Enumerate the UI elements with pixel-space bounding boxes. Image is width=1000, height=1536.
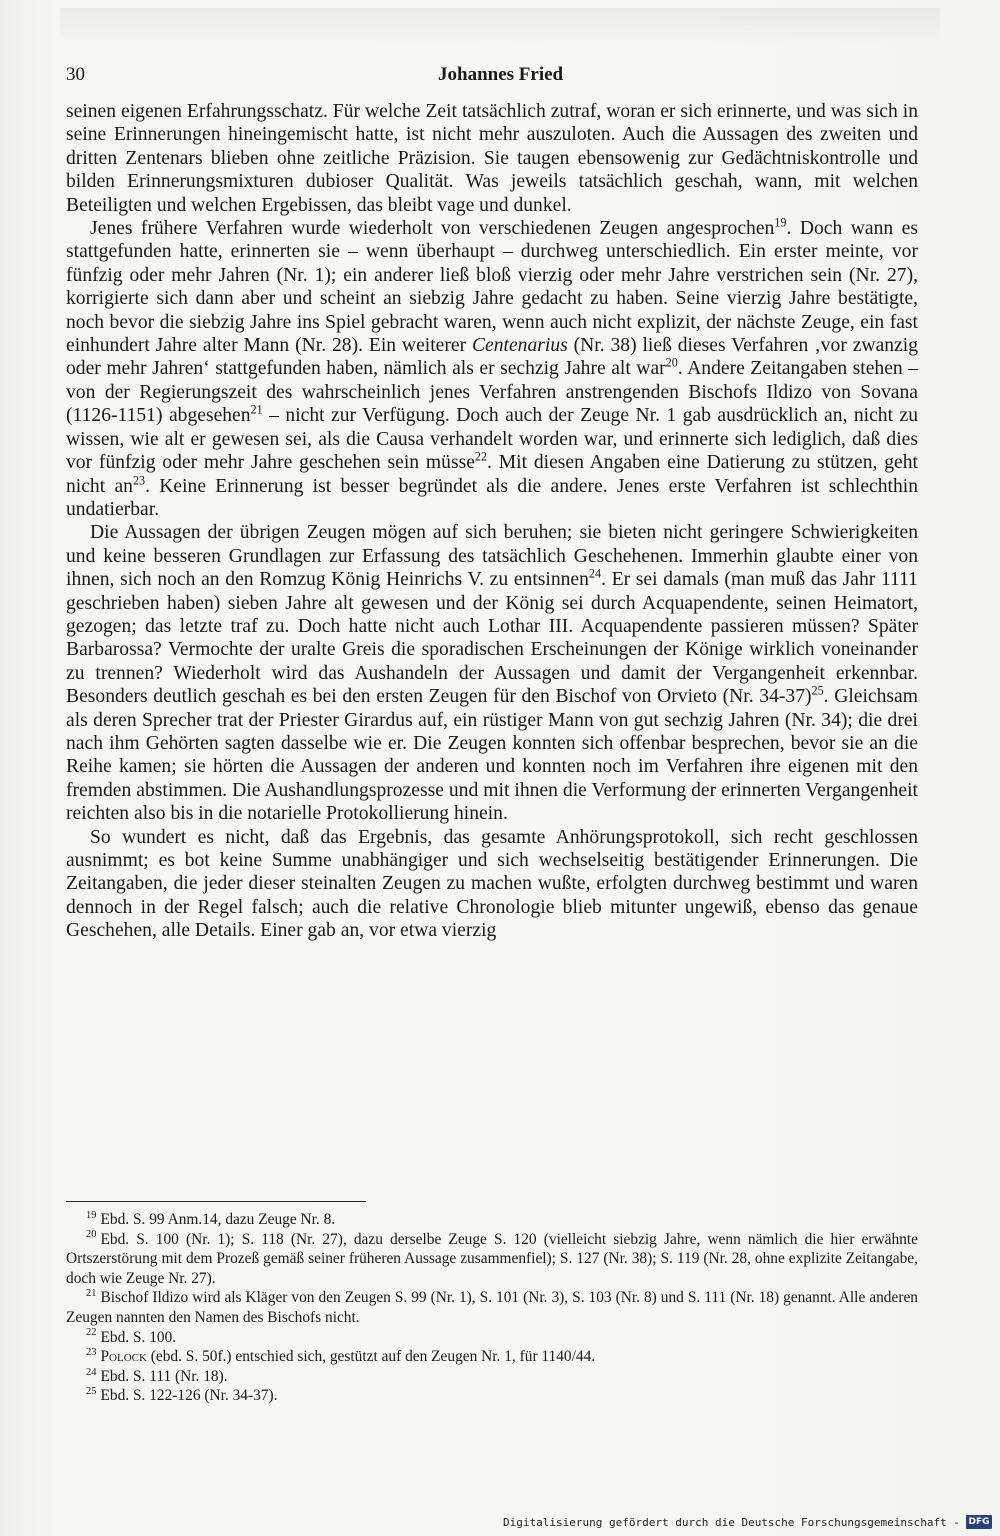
text-run: seinen eigenen Erfahrungsschatz. Für welche Zeit tatsächlich zutraf, woran er sich erinnerte, und was sich in seine Erinnerungen hineingemischt hatte, ist nicht mehr auszuloten. Auch die Aussagen des zweiten und dritten Zentenars blieben ohne zeitliche Präzision. Sie taugen ebensowenig zur Gedächtniskontrolle und bilden Erinnerungsmixturen dubioser Qualität. Was jeweils tatsächlich geschah, wann, mit welchen Beteiligten und welchen Ergebissen, das bleibt vage und dunkel. (66, 101, 918, 216)
footnote-number: 23 (86, 1347, 97, 1359)
text-run: Ebd. S. 99 Anm.14, dazu Zeuge Nr. 8. (100, 1211, 336, 1228)
footnote-number: 21 (86, 1288, 97, 1300)
footnote-number: 22 (86, 1327, 97, 1339)
footnote (66, 1328, 918, 1348)
footnote (66, 1210, 918, 1230)
footnote (66, 1288, 918, 1327)
scan-shadow (60, 8, 940, 44)
text-run: (ebd. S. 50f.) entschied sich, gestützt auf den Zeugen Nr. 1, für 1140/44. (146, 1348, 596, 1366)
text-run: . Andere Zeitangaben stehen – von der Regierungszeit des wahrscheinlich jenes Verfahren anstrengenden Bischofs Ildizo von Sovana (1126-1151) abgesehen (66, 358, 918, 427)
text-run: . Gleichsam als deren Sprecher trat der Priester Girardus auf, ein rüstiger Mann von gut sechzig Jahren (Nr. 34); die drei nach ihm Gehörten sagten dasselbe wie er. Die Zeugen konnten sich offenbar besprechen, bevor sie an die Reihe kamen; sie hörten die Aussagen der anderen und konnten noch im Verfahren ihre eigenen mit den fremden abstimmen. Die Aushandlungsprozesse und mit ihnen die Verformung der erinnerten Vergangenheit reichten also bis in die notarielle Protokollierung hinein. (66, 686, 918, 825)
footer-credit: Digitalisierung gefördert durch die Deutsche Forschungsgemeinschaft - (503, 1515, 960, 1529)
text-run: . Keine Erinnerung ist besser begründet als die andere. Jenes erste Verfahren ist schlechthin undatierbar. (66, 475, 918, 520)
footnote (66, 1230, 918, 1289)
text-run: . Er sei damals (man muß das Jahr 1111 geschrieben haben) sieben Jahre alt gewesen und der König sei durch Acquapendente, seinen Heimatort, gezogen; das letzte traf zu. Doch hatte nicht auch Lothar III. Acquapendente passieren müssen? Später Barbarossa? Vermochte der uralte Greis die sporadischen Erscheinungen der Könige wirklich voneinander zu trennen? Wiederholt wird das Aushandeln der Aussagen und damit der Vergangenheit erkennbar. Besonders deutlich geschah es bei den ersten Zeugen für den Bischof von Orvieto (Nr. 34-37) (66, 569, 918, 708)
page-number: 30 (66, 64, 85, 85)
text-run: So wundert es nicht, daß das Ergebnis, das gesamte Anhörungsprotokoll, sich recht geschlossen ausnimmt; es bot keine Summe unabhängiger und sich wechselseitig bestätigender Erinnerungen. Die Zeitangaben, die jeder dieser steinalten Zeugen zu machen wußte, erfolgten durchweg bestimmt und waren dennoch in der Regel falsch; auch die relative Chronologie blieb mitunter ungewiß, ebenso das genaue Geschehen, alle Details. Einer gab an, vor etwa vierzig (66, 826, 918, 942)
text-run: Bischof Ildizo wird als Kläger von den Zeugen S. 99 (Nr. 1), S. 101 (Nr. 3), S. 103 (Nr. 8) und S. 111 (Nr. 18) genannt. Alle anderen Zeugen nannten den Namen des Bischofs nicht. (66, 1289, 918, 1326)
footnote-rule (66, 1201, 366, 1202)
text-run: . Doch wann es stattgefunden hatte, erinnerten sie – wenn überhaupt – durchweg unterschiedlich. Ein erster meinte, vor fünfzig oder mehr Jahren (Nr. 1); ein anderer ließ bloß vierzig oder mehr Jahre verstrichen sein (Nr. 27), korrigierte sich dann aber und scheint an siebzig Jahre gedacht zu haben. Seine vierzig Jahre bestätigte, noch bevor die siebzig Jahre ins Spiel gebracht waren, wenn auch nicht explizit, der nächste Zeuge, ein fast einhundert Jahre alter Mann (Nr. 28). Ein weiterer (66, 218, 919, 357)
footnote (66, 1367, 918, 1387)
digitization-footer (503, 1512, 992, 1532)
text-run: (Nr. 38) ließ dieses Verfahren ‚vor zwanzig oder mehr Jahren‘ stattgefunden haben, nämlich als er sechzig Jahre alt war (66, 335, 918, 380)
footnote-number: 25 (86, 1386, 97, 1398)
footnote-marker: 19 (774, 215, 787, 230)
footnote-number: 19 (86, 1209, 97, 1221)
footnote-marker: 21 (250, 402, 263, 417)
footnote-marker: 24 (588, 566, 602, 581)
dfg-logo: DFG (966, 1515, 992, 1529)
footnote-marker: 20 (665, 355, 678, 370)
text-run: Jenes frühere Verfahren wurde wiederholt von verschiedenen Zeugen angesprochen (90, 218, 775, 240)
text-run: Ebd. S. 111 (Nr. 18). (100, 1367, 228, 1385)
paragraph (66, 217, 918, 521)
author-name: Polock (100, 1348, 147, 1366)
text-run: Die Aussagen der übrigen Zeugen mögen auf sich beruhen; sie bieten nicht geringere Schwierigkeiten und keine besseren Grundlagen zur Erfassung des tatsächlich Geschehenen. Immerhin glaubte einer von ihnen, sich noch an den Romzug König Heinrichs V. zu entsinnen (66, 522, 918, 591)
footnote-number: 24 (86, 1366, 97, 1378)
running-head: Johannes Fried (438, 64, 564, 85)
text-run: – nicht zur Verfügung. Doch auch der Zeuge Nr. 1 gab ausdrücklich an, nicht zu wissen, wie alt er gewesen sei, als die Causa verhandelt worden war, und erinnerte sich lediglich, daß dies vor fünfzig oder mehr Jahre geschehen sein müsse (66, 405, 918, 474)
footnote-marker: 25 (811, 683, 824, 698)
paragraph (66, 826, 918, 943)
main-text (66, 100, 918, 943)
paragraph (66, 100, 918, 217)
italic-term: Centenarius (471, 335, 568, 357)
text-run: Ebd. S. 100 (Nr. 1); S. 118 (Nr. 27), dazu derselbe Zeuge S. 120 (vielleicht siebzig Jahre, wenn nämlich die hier erwähnte Ortszerstörung mit dem Prozeß gemäß seiner früheren Aussage zusammenfiel); S. 127 (Nr. 38); S. 119 (Nr. 28, ohne explizite Zeitangabe, doch wie Zeuge Nr. 27). (66, 1230, 918, 1287)
footnote-number: 20 (86, 1229, 97, 1241)
footnote (66, 1386, 918, 1406)
footnote-marker: 22 (474, 449, 488, 464)
paragraph (66, 521, 918, 825)
footnote-marker: 23 (132, 472, 146, 487)
text-run: Ebd. S. 100. (100, 1328, 177, 1346)
text-run: Ebd. S. 122-126 (Nr. 34-37). (100, 1387, 278, 1405)
footnote (66, 1347, 918, 1367)
text-run: . Mit diesen Angaben eine Datierung zu stützen, geht nicht an (66, 452, 918, 497)
footnotes (66, 1210, 918, 1406)
page-header (66, 64, 916, 90)
